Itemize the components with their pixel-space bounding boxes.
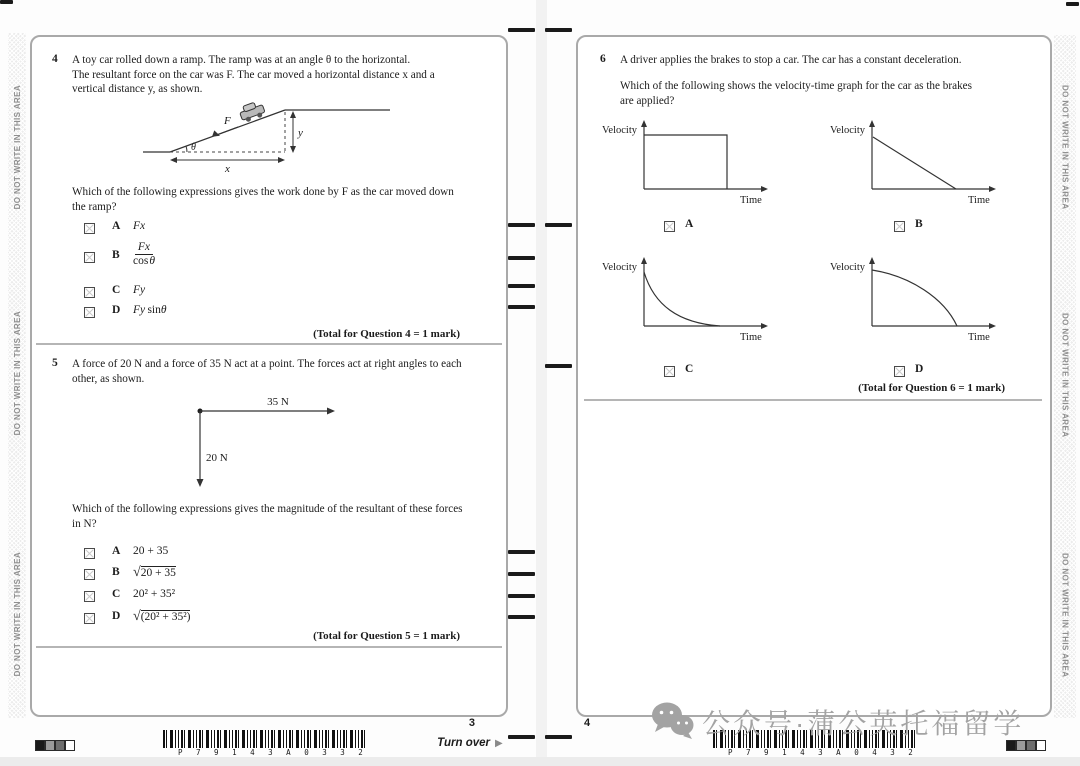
- radicand: (20² + 35²): [140, 611, 191, 623]
- theta-symbol: θ: [160, 304, 167, 316]
- horizontal-force-label: 35 N: [267, 396, 289, 408]
- text-line: vertical distance y, as shown.: [72, 83, 203, 95]
- option-letter: D: [915, 363, 924, 375]
- radical-sign: √: [133, 609, 141, 624]
- answer-checkbox-q6-b[interactable]: [894, 221, 905, 232]
- do-not-write-label: [1054, 60, 1076, 235]
- velocity-axis-label: Velocity: [602, 262, 637, 273]
- turn-over-label: Turn over: [437, 737, 490, 749]
- answer-checkbox-q4-a[interactable]: [84, 223, 95, 234]
- option-expression: [133, 304, 167, 316]
- page-number: 3: [468, 717, 475, 729]
- y-label: y: [298, 127, 303, 139]
- velocity-time-graph-b: [828, 113, 1003, 208]
- do-not-write-label: [1054, 520, 1076, 710]
- do-not-write-text: DO NOT WRITE IN THIS AREA: [12, 310, 22, 436]
- velocity-time-graph-a: [600, 113, 775, 208]
- option-letter: C: [112, 284, 121, 296]
- text-line: the ramp?: [72, 200, 117, 213]
- do-not-write-text: DO NOT WRITE IN THIS AREA: [1060, 85, 1070, 210]
- barcode-digits: P 7 9 1 4 3 A 0 3 3 2: [178, 748, 368, 757]
- option-letter: D: [112, 304, 121, 316]
- text-line: Which of the following shows the velocity-time graph for the car as the brakes: [620, 80, 972, 92]
- time-axis-label: Time: [740, 332, 762, 343]
- sin-function: sin: [147, 304, 161, 316]
- option-letter: B: [112, 566, 120, 578]
- vertical-force-label: 20 N: [206, 452, 228, 464]
- do-not-write-text: DO NOT WRITE IN THIS AREA: [12, 85, 22, 210]
- divider-rule: [584, 399, 1042, 401]
- do-not-write-text: DO NOT WRITE IN THIS AREA: [1060, 313, 1070, 438]
- option-expression: Fy: [133, 284, 146, 296]
- text-line: A driver applies the brakes to stop a car. The car has a constant deceleration.: [620, 54, 962, 66]
- force-label: F: [224, 115, 231, 127]
- registration-mark: [0, 0, 13, 4]
- velocity-time-graph-d: [828, 250, 1003, 345]
- registration-mark: [508, 284, 535, 288]
- registration-mark: [508, 28, 535, 32]
- page-number: 4: [584, 717, 591, 729]
- velocity-axis-label: Velocity: [830, 125, 865, 136]
- registration-mark: [508, 594, 535, 598]
- question-6-intro: [620, 53, 1040, 68]
- do-not-write-text: DO NOT WRITE IN THIS AREA: [1060, 552, 1070, 678]
- registration-mark: [545, 735, 572, 739]
- turn-over-arrow-icon: ▶: [495, 738, 503, 749]
- answer-checkbox-q4-b[interactable]: [84, 252, 95, 263]
- registration-mark: [545, 223, 572, 227]
- wechat-icon: [650, 700, 696, 742]
- question-4-intro: [72, 53, 497, 97]
- registration-mark: [508, 305, 535, 309]
- option-letter: B: [915, 218, 923, 230]
- velocity-axis-label: Velocity: [602, 125, 637, 136]
- answer-checkbox-q5-b[interactable]: [84, 569, 95, 580]
- radical-sign: √: [133, 565, 141, 580]
- question-4-stem: [72, 185, 497, 214]
- time-axis-label: Time: [968, 332, 990, 343]
- option-expression: [133, 609, 190, 625]
- question-5-stem: [72, 502, 497, 531]
- text-line: A toy car rolled down a ramp. The ramp was at an angle θ to the horizontal.: [72, 54, 411, 66]
- theta-symbol: θ: [149, 255, 155, 267]
- do-not-write-text: DO NOT WRITE IN THIS AREA: [12, 552, 22, 677]
- answer-checkbox-q6-a[interactable]: [664, 221, 675, 232]
- text-line: other, as shown.: [72, 372, 145, 385]
- question-5-intro: [72, 357, 497, 386]
- text-line: are applied?: [620, 94, 675, 107]
- force-diagram: [170, 395, 370, 495]
- angle-label: θ: [191, 142, 196, 153]
- do-not-write-label: [8, 60, 26, 235]
- ramp-diagram: [140, 98, 402, 180]
- option-letter: D: [112, 610, 121, 622]
- option-letter: B: [112, 249, 120, 261]
- watermark-text: 公众号·蒲公英托福留学: [702, 708, 1025, 739]
- text-line: The resultant force on the car was F. The car moved a horizontal distance x and a: [72, 68, 435, 81]
- option-expression: 20 + 35: [133, 545, 169, 557]
- text-line: in N?: [72, 517, 97, 530]
- cos-function: cos: [133, 255, 149, 267]
- option-letter: A: [685, 218, 694, 230]
- question-6-stem: [620, 79, 1040, 108]
- question-4-number: 4: [52, 53, 58, 65]
- fy-term: Fy: [133, 304, 146, 316]
- x-label: x: [225, 163, 230, 175]
- do-not-write-label: [8, 283, 26, 463]
- text-line: A force of 20 N and a force of 35 N act at a point. The forces act at right angles to each: [72, 358, 462, 370]
- option-letter: A: [112, 220, 121, 232]
- bottom-band: [0, 757, 1080, 766]
- answer-checkbox-q4-c[interactable]: [84, 287, 95, 298]
- question-5-number: 5: [52, 357, 58, 369]
- option-expression: Fx: [133, 220, 146, 232]
- do-not-write-label: [1054, 283, 1076, 468]
- fraction-numerator: Fx: [135, 241, 153, 255]
- question-4-total: (Total for Question 4 = 1 mark): [313, 328, 460, 340]
- answer-checkbox-q5-d[interactable]: [84, 613, 95, 624]
- registration-mark: [545, 364, 572, 368]
- answer-checkbox-q5-c[interactable]: [84, 591, 95, 602]
- registration-mark: [1066, 2, 1079, 6]
- time-axis-label: Time: [740, 195, 762, 206]
- question-5-total: (Total for Question 5 = 1 mark): [313, 630, 460, 642]
- toy-car: [238, 100, 266, 124]
- registration-mark: [508, 223, 535, 227]
- answer-checkbox-q6-d[interactable]: [894, 366, 905, 377]
- velocity-time-graph-c: [600, 250, 775, 345]
- registration-mark: [508, 572, 535, 576]
- option-expression: [133, 565, 176, 581]
- option-letter: A: [112, 545, 121, 557]
- question-6-total: (Total for Question 6 = 1 mark): [858, 382, 1005, 394]
- text-line: Which of the following expressions gives the work done by F as the car moved down: [72, 186, 454, 198]
- print-calibration-strip: [35, 740, 75, 751]
- do-not-write-label: [8, 522, 26, 707]
- registration-mark: [508, 550, 535, 554]
- question-6-number: 6: [600, 53, 606, 65]
- registration-mark: [508, 735, 535, 739]
- option-letter: C: [112, 588, 121, 600]
- barcode-digits: P 7 9 1 4 3 A 0 4 3 2: [728, 748, 918, 757]
- option-letter: C: [685, 363, 694, 375]
- registration-mark: [545, 28, 572, 32]
- registration-mark: [508, 615, 535, 619]
- time-axis-label: Time: [968, 195, 990, 206]
- page-gutter: [536, 0, 547, 766]
- registration-mark: [508, 256, 535, 260]
- divider-rule: [36, 646, 502, 648]
- option-expression: [133, 241, 155, 267]
- barcode: [163, 730, 365, 748]
- radicand: 20 + 35: [140, 567, 176, 579]
- velocity-axis-label: Velocity: [830, 262, 865, 273]
- answer-checkbox-q4-d[interactable]: [84, 307, 95, 318]
- answer-checkbox-q6-c[interactable]: [664, 366, 675, 377]
- answer-checkbox-q5-a[interactable]: [84, 548, 95, 559]
- fraction-denominator: [133, 255, 155, 267]
- option-expression: 20² + 35²: [133, 588, 176, 600]
- text-line: Which of the following expressions gives the magnitude of the resultant of these forces: [72, 503, 463, 515]
- divider-rule: [36, 343, 502, 345]
